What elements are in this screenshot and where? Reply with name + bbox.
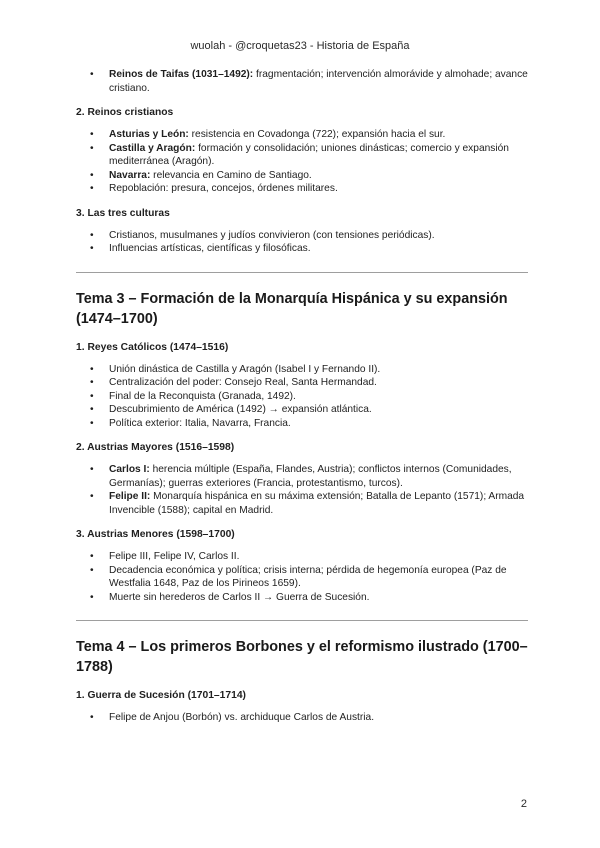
list-item bbox=[76, 229, 528, 243]
list-item-text: fragmentación; intervención almorávide y almohade; avance cristiano. bbox=[109, 69, 528, 94]
list-item-text: Final de la Reconquista (Granada, 1492). bbox=[109, 390, 296, 402]
list-item-text: formación y consolidación; uniones dinásticas; comercio y expansión mediterránea (Aragón). bbox=[109, 142, 509, 167]
list-item bbox=[76, 417, 528, 431]
list-item bbox=[76, 550, 528, 564]
list-item bbox=[76, 403, 528, 417]
list-item-label: Carlos I: bbox=[109, 464, 150, 475]
list-item bbox=[76, 390, 528, 404]
list-item-text: Muerte sin herederos de Carlos II → Guerra de Sucesión. bbox=[109, 591, 370, 603]
list-item bbox=[76, 490, 528, 517]
list-item bbox=[76, 711, 528, 725]
list-item-text: herencia múltiple (España, Flandes, Austria); conflictos internos (Comunidades, Germanías); guerras exteriores (Francia, protestantismo, turcos). bbox=[109, 464, 512, 489]
list-item bbox=[76, 564, 528, 591]
list-item bbox=[76, 128, 528, 142]
list-item bbox=[76, 142, 528, 169]
list-item-text: Decadencia económica y política; crisis interna; pérdida de hegemonía europea (Paz de Westfalia 1648, Paz de los Pirineos 1659). bbox=[109, 564, 507, 589]
list-item-text: Monarquía hispánica en su máxima extensión; Batalla de Lepanto (1571); Armada Invencible (1588); capital en Madrid. bbox=[109, 491, 525, 516]
section-heading: 3. Las tres culturas bbox=[76, 207, 170, 219]
list-item-text: resistencia en Covadonga (722); expansión hacia el sur. bbox=[188, 129, 446, 140]
list-item-text: Felipe de Anjou (Borbón) vs. archiduque Carlos de Austria. bbox=[109, 712, 375, 723]
list-item-text: Repoblación: presura, concejos, órdenes militares. bbox=[109, 183, 338, 194]
bullet-list bbox=[76, 463, 528, 517]
list-item-label: Reinos de Taifas (1031–1492): bbox=[109, 69, 254, 80]
list-item-text: Cristianos, musulmanes y judíos convivieron (con tensiones periódicas). bbox=[109, 229, 435, 241]
list-item bbox=[76, 463, 528, 490]
list-item-text: Centralización del poder: Consejo Real, Santa Hermandad. bbox=[109, 377, 377, 388]
section-heading: 1. Reyes Católicos (1474–1516) bbox=[76, 341, 229, 353]
list-item-text: Felipe III, Felipe IV, Carlos II. bbox=[109, 551, 240, 562]
list-item bbox=[76, 68, 528, 95]
list-item-label: Asturias y León: bbox=[109, 129, 189, 140]
list-item-text: Influencias artísticas, científicas y filosóficas. bbox=[109, 243, 311, 254]
section-heading: 2. Austrias Mayores (1516–1598) bbox=[76, 442, 235, 453]
list-item bbox=[76, 376, 528, 390]
list-item-text: Política exterior: Italia, Navarra, Francia. bbox=[109, 417, 291, 429]
page-number: 2 bbox=[520, 798, 527, 810]
list-item-label: Castilla y Aragón: bbox=[109, 142, 196, 154]
section-heading: 1. Guerra de Sucesión (1701–1714) bbox=[76, 690, 246, 701]
list-item-label: Felipe II: bbox=[109, 491, 151, 502]
list-item bbox=[76, 182, 528, 196]
list-item-text: Unión dinástica de Castilla y Aragón (Isabel I y Fernando II). bbox=[109, 363, 381, 375]
bullet-list bbox=[76, 128, 528, 196]
list-item-text: relevancia en Camino de Santiago. bbox=[150, 169, 312, 181]
list-item bbox=[76, 242, 528, 256]
topic-heading: Tema 3 – Formación de la Monarquía Hispánica y su expansión (1474–1700) bbox=[76, 290, 508, 327]
section-heading: 2. Reinos cristianos bbox=[76, 107, 174, 118]
topic-heading: Tema 4 – Los primeros Borbones y el reformismo ilustrado (1700–1788) bbox=[76, 639, 528, 675]
list-item-label: Navarra: bbox=[109, 169, 151, 181]
list-item bbox=[76, 363, 528, 377]
bullet-list bbox=[76, 68, 528, 95]
bullet-list bbox=[76, 550, 528, 604]
bullet-list bbox=[76, 711, 528, 725]
list-item bbox=[76, 591, 528, 605]
list-item-text: Descubrimiento de América (1492) → expansión atlántica. bbox=[109, 404, 372, 415]
list-item bbox=[76, 169, 528, 183]
bullet-list bbox=[76, 229, 528, 256]
section-heading: 3. Austrias Menores (1598–1700) bbox=[76, 529, 235, 540]
page-header: wuolah - @croquetas23 - Historia de España bbox=[190, 40, 410, 52]
bullet-list bbox=[76, 363, 528, 431]
document-body bbox=[76, 68, 528, 725]
